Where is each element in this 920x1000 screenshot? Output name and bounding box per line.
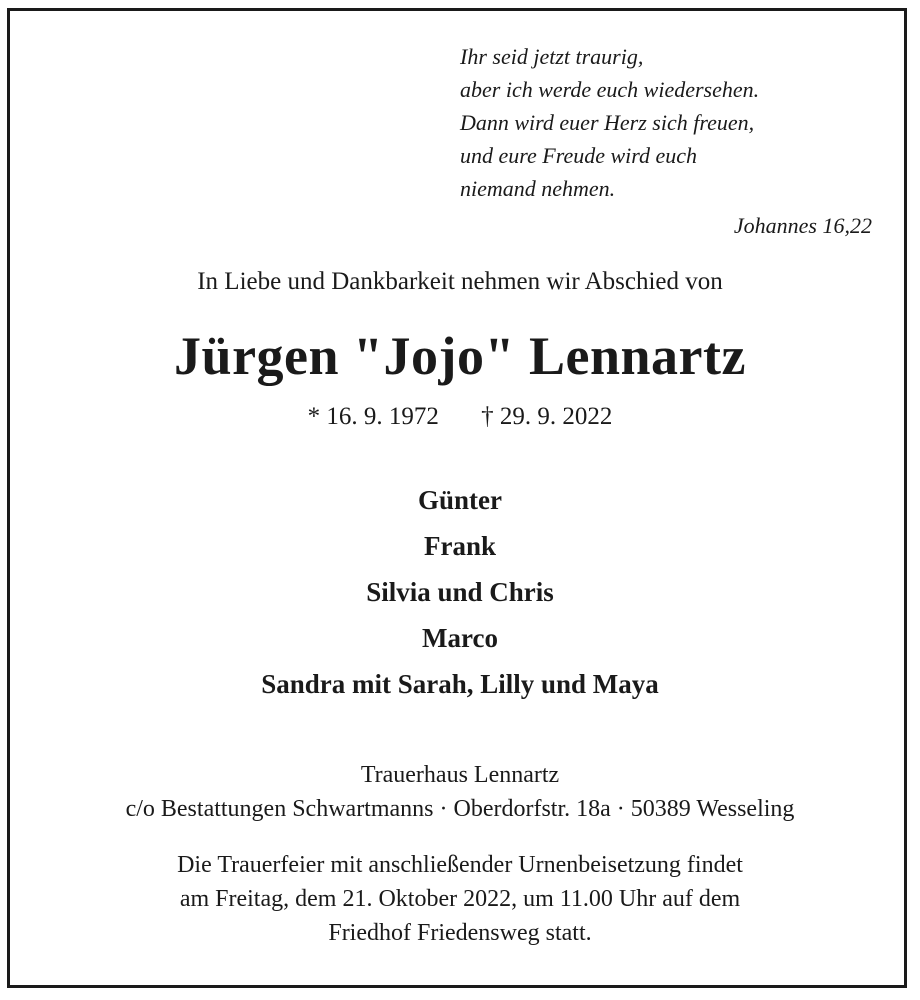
mourner: Günter xyxy=(418,485,502,515)
quote-line: aber ich werde euch wiedersehen. xyxy=(460,77,760,102)
quote-line: niemand nehmen. xyxy=(460,176,616,201)
death-date: † 29. 9. 2022 xyxy=(481,403,613,430)
mourning-house-address xyxy=(0,758,920,826)
mourner: Silvia und Chris xyxy=(366,577,554,607)
quote-line: Dann wird euer Herz sich freuen, xyxy=(460,110,755,135)
address-line: c/o Bestattungen Schwartmanns · Oberdorfstr. 18a · 50389 Wesseling xyxy=(125,796,795,822)
mourner: Marco xyxy=(422,623,498,653)
deceased-name: Jürgen "Jojo" Lennartz xyxy=(174,326,746,386)
birth-date: * 16. 9. 1972 xyxy=(307,403,439,430)
mourner: Frank xyxy=(423,531,496,561)
ceremony-line: am Freitag, dem 21. Oktober 2022, um 11.00 Uhr auf dem xyxy=(179,886,741,912)
ceremony-line: Friedhof Friedensweg statt. xyxy=(328,920,592,946)
quote-line: Ihr seid jetzt traurig, xyxy=(460,44,644,69)
address-line: Trauerhaus Lennartz xyxy=(360,762,560,788)
life-dates xyxy=(0,403,920,431)
intro-text: In Liebe und Dankbarkeit nehmen wir Abschied von xyxy=(197,268,723,295)
ceremony-info xyxy=(0,848,920,950)
quote-line: und eure Freude wird euch xyxy=(460,143,698,168)
bible-quote xyxy=(460,40,880,205)
mourners-list xyxy=(0,477,920,707)
quote-source: Johannes 16,22 xyxy=(733,213,872,238)
ceremony-line: Die Trauerfeier mit anschließender Urnenbeisetzung findet xyxy=(177,852,743,878)
mourner: Sandra mit Sarah, Lilly und Maya xyxy=(261,669,659,699)
